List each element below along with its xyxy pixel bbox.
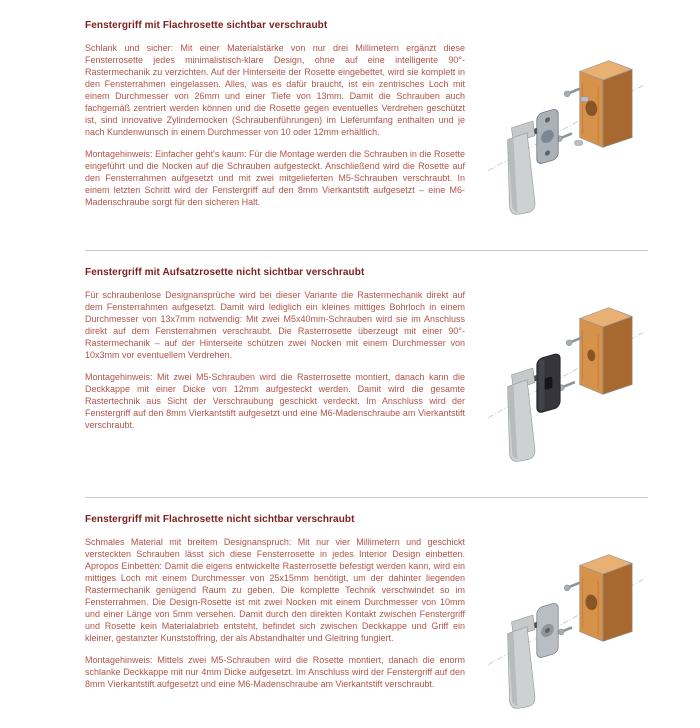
section-2-heading: Fenstergriff mit Aufsatzrosette nicht sichtbar verschraubt bbox=[85, 267, 365, 278]
window-handle bbox=[508, 615, 535, 708]
section-3-body-text: Schmales Material mit breitem Designanspruch: Mit nur vier Millimetern und geschickt versteckten Schrauben lässt sich diese Fensterrosette in jedes Interior Design einbetten. Apropos Einbetten: Damit die eigens entwickelte Rasterrosette befestigt werden kann, wird ein mittiges Loch mit einem Durchmesser von 25x15mm benötigt, um der dahinter liegenden Rastermechanik genügend Raum zu geben. Die komplette Technik verschwindet so im Fensterrahmen. Die Design-Rosette ist mit zwei Nocken mit einem Durchmesser von 10mm und einer Länge von 5mm versehen. Damit durch den direkten Kontakt zwischen Fenstergriff und Rosette kein Materialabrieb entsteht, befindet sich zwischen Deckkappe und Griff ein kleiner, gestanzter Kunststoffring, der als Abstandhalter und Gleitring fungiert. bbox=[85, 537, 465, 643]
section-2-montage-text: Montagehinweis: Mit zwei M5-Schrauben wird die Rasterrosette montiert, danach kann die Deckkappe mit einer Dicke von 12mm aufgesteckt werden. Damit wird die gesamte Rastertechnik aus Sicht der Verschraubung geschickt verdeckt. Im Anschluss wird der Fenstergriff auf den 8mm Vierkantstift aufgesetzt und eine M6-Madenschraube am Vierkantstift verschraubt. bbox=[85, 372, 465, 430]
wood-frame-block bbox=[580, 308, 633, 395]
wood-frame-block bbox=[580, 61, 633, 148]
illustration-handle-aufsatzrosette bbox=[480, 295, 652, 480]
section-1-montage-text: Montagehinweis: Einfacher geht's kaum: Für die Montage werden die Schrauben in die Rosette eingeführt und die Nocken auf die Schrauben aufgesteckt. Anschließend wird die Rosette auf den Fensterrahmen aufgesetzt und mit zwei mitgelieferten M5-Schrauben verschraubt. In einem letzten Schritt wird der Fenstergriff auf den 8mm Vierkantstift aufgesetzt – eine M6-Madenschraube sorgt für den sicheren Halt. bbox=[85, 149, 465, 207]
flat-rosette-concealed bbox=[537, 602, 558, 659]
section-1-heading: Fenstergriff mit Flachrosette sichtbar verschraubt bbox=[85, 20, 328, 31]
wood-frame-block bbox=[580, 555, 633, 642]
aufsatz-rosette-dark bbox=[537, 353, 560, 414]
section-3-illustration-column bbox=[477, 514, 655, 727]
window-handle bbox=[508, 368, 535, 461]
section-3-text-column bbox=[85, 514, 465, 690]
window-handle bbox=[508, 121, 535, 214]
section-2-text-column bbox=[85, 267, 465, 431]
section-divider-1 bbox=[85, 250, 648, 251]
section-3-heading: Fenstergriff mit Flachrosette nicht sichtbar verschraubt bbox=[85, 514, 355, 525]
mounting-screws bbox=[557, 580, 581, 636]
section-2-body-text: Für schraubenlose Designansprüche wird bei dieser Variante die Rastermechanik direkt auf dem Fensterrahmen aufgesetzt. Damit wird lediglich ein kleines mittiges Bohrloch in einem Durchmesser von 13x7mm notwendig: Mit zwei M5x40mm-Schrauben wird sie im Anschluss direkt auf dem Fensterrahmen verschraubt. Die Rasterrosette überzeugt mit einer 90°-Rastermechanik – auf der Hinterseite schützen zwei Nocken mit einem Durchmesser von 10x3mm vor eventuellem Verdrehen. bbox=[85, 290, 465, 360]
flat-rosette-visible-screws bbox=[537, 108, 558, 165]
illustration-handle-flachrosette-verdeckt bbox=[480, 542, 652, 727]
mounting-screws bbox=[556, 86, 581, 142]
section-1-body-text: Schlank und sicher: Mit einer Materialstärke von nur drei Millimetern ergänzt diese Fensterrosette jedes minimalistisch-klare Design, ohne auf eine intelligente 90°-Rastermechanik zu verzichten. Auf der Hinterseite der Rosette eingebettet, wird sie komplett in den Fensterrahmen eingelassen. Alles, was es dafür braucht, ist ein zentrisches Loch mit einem Durchmesser von 26mm und einer Tiefe von 13mm. Damit die Schrauben auch fachgemäß zentriert werden können und die Rosette gegen eventuelles Verdrehen geschützt ist, sind innovative Zylindernocken (Schraubenführungen) im Lieferumfang enthalten und je nach Kundenwunsch in einem Durchmesser von 10 oder 12mm erhältlich. bbox=[85, 43, 465, 137]
section-aufsatzrosette-nicht-sichtbar bbox=[85, 267, 650, 481]
section-flachrosette-nicht-sichtbar bbox=[85, 514, 650, 728]
section-3-montage-text: Montagehinweis: Mittels zwei M5-Schrauben wird die Rosette montiert, danach die enorm schlanke Deckkappe mit nur 4mm Dicke aufgesetzt. Im Anschluss wird der Fenstergriff auf den 8mm Vierkantstift aufgesetzt und eine M6-Madenschraube am Vierkantstift verschraubt. bbox=[85, 655, 465, 689]
illustration-handle-flachrosette-sichtbar bbox=[480, 48, 652, 233]
section-1-illustration-column bbox=[477, 20, 655, 233]
section-divider-2 bbox=[85, 497, 648, 498]
section-flachrosette-sichtbar bbox=[85, 20, 650, 234]
section-1-text-column bbox=[85, 20, 465, 208]
section-2-illustration-column bbox=[477, 267, 655, 480]
